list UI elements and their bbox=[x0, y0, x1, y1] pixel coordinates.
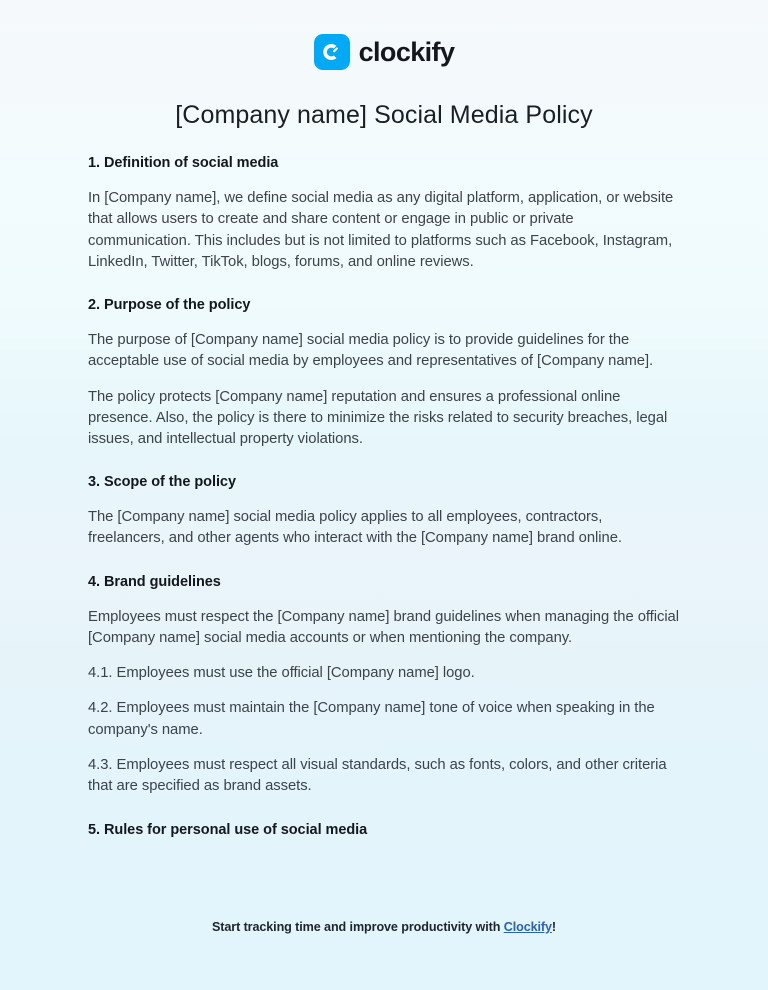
clockify-logo-lockup[interactable] bbox=[314, 34, 455, 70]
section-paragraph: The purpose of [Company name] social media policy is to provide guidelines for the acceptable use of social media by employees and representatives of [Company name]. bbox=[88, 331, 654, 370]
clockify-footer-link[interactable]: Clockify bbox=[503, 920, 552, 934]
clockify-clock-logo-icon bbox=[314, 34, 350, 70]
section-paragraph-4-3: 4.3. Employees must respect all visual standards, such as fonts, colors, and other criteria that are specified as brand assets. bbox=[88, 757, 667, 795]
section-paragraph-4-2: 4.2. Employees must maintain the [Company name] tone of voice when speaking in the company's name. bbox=[88, 700, 655, 738]
section-paragraph: The policy protects [Company name] reputation and ensures a professional online presence. Also, the policy is there to minimize the risks related to security breaches, legal issues, and intellectual property violations. bbox=[88, 388, 668, 448]
policy-section-4 bbox=[88, 572, 680, 798]
section-heading: 3. Scope of the policy bbox=[88, 474, 236, 491]
policy-section-1 bbox=[88, 153, 680, 273]
brand-header bbox=[0, 0, 768, 70]
clockify-wordmark: clockify bbox=[358, 36, 455, 67]
section-heading: 2. Purpose of the policy bbox=[88, 297, 251, 314]
section-paragraph: In [Company name], we define social media as any digital platform, application, or website that allows users to create and share content or engage in public or private communication. This includes but is not limited to platforms such as Facebook, Instagram, LinkedIn, Twitter, TikTok, blogs, forums, and online reviews. bbox=[88, 190, 674, 270]
page-title: [Company name] Social Media Policy bbox=[175, 101, 593, 129]
section-heading: 1. Definition of social media bbox=[88, 155, 279, 172]
section-paragraph-4-1: 4.1. Employees must use the official [Company name] logo. bbox=[88, 665, 475, 682]
section-paragraph: Employees must respect the [Company name] brand guidelines when managing the official [Company name] social media accounts or when mentioning the company. bbox=[88, 608, 679, 646]
policy-section-2 bbox=[88, 295, 680, 450]
section-paragraph: The [Company name] social media policy applies to all employees, contractors, freelancers, and other agents who interact with the [Company name] brand online. bbox=[88, 509, 622, 547]
section-heading: 4. Brand guidelines bbox=[88, 573, 221, 590]
policy-section-5 bbox=[88, 820, 680, 842]
policy-section-3 bbox=[88, 472, 680, 549]
footer-text-before: Start tracking time and improve productivity with bbox=[211, 920, 504, 934]
policy-document bbox=[0, 100, 768, 841]
footer-promo bbox=[0, 920, 768, 934]
footer-text-after: ! bbox=[551, 920, 557, 934]
section-heading: 5. Rules for personal use of social media bbox=[88, 821, 368, 838]
